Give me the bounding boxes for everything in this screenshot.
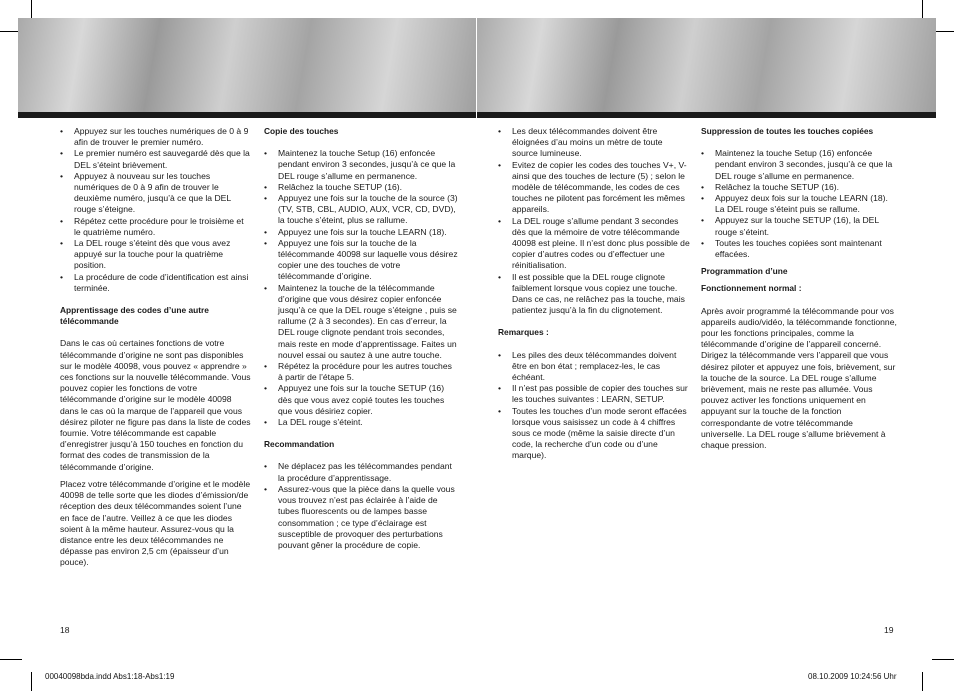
header-banner-left <box>18 18 476 112</box>
bullet-list <box>264 148 458 428</box>
list-item: • Maintenez la touche Setup (16) enfoncée pendant environ 3 secondes, jusqu’à ce que la DEL rouge s’allume en permanence. <box>701 148 897 182</box>
list-item: • Evitez de copier les codes des touches V+, V- ainsi que des touches de lecture (5) ; selon le modèle de télécommande, les codes de ces touches ne pilotent pas forcément les mêmes appareils. <box>498 160 690 216</box>
section-heading: Programmation d’une <box>701 266 788 277</box>
list-item: • La DEL rouge s’éteint dès que vous avez appuyé sur la touche pour la quatrième position. <box>60 238 252 272</box>
column-4 <box>701 126 897 451</box>
section-heading: Remarques : <box>498 327 549 338</box>
bullet-list <box>498 350 690 462</box>
section-heading: Apprentissage des codes d’une autre télécommande <box>60 305 209 327</box>
section-heading: Fonctionnement normal : <box>701 283 802 294</box>
crop-mark <box>922 0 923 18</box>
list-item: • Il est possible que la DEL rouge clignote faiblement lorsque vous copiez une touche. Dans ce cas, ne relâchez pas la touche, mais patientez jusqu’à la fin du clignotement. <box>498 272 690 317</box>
list-item: • Les deux télécommandes doivent être éloignées d’au moins un mètre de toute source lumineuse. <box>498 126 690 160</box>
list-item: • Toutes les touches d’un mode seront effacées lorsque vous saisissez un code à 4 chiffres sous ce mode (même la saisie directe d’un code, la recherche d’un code ou d’une marque). <box>498 406 690 462</box>
list-item: • Toutes les touches copiées sont maintenant effacées. <box>701 238 897 260</box>
page-number-right: 19 <box>884 625 894 635</box>
list-item: • Appuyez sur la touche SETUP (16), la DEL rouge s’éteint. <box>701 215 897 237</box>
section-heading: Copie des touches <box>264 126 339 136</box>
paragraph: Après avoir programmé la télécommande pour vos appareils audio/vidéo, la télécommande fonctionne, pour les fonctions principales, comme la télécommande d’origine de l’appareil concerné. Dirigez la télécommande vers l’appareil que vous désirez piloter et appuyez une fois, brièvement, sur la touche de la source. La DEL rouge s’allume brièvement, mais ne reste pas allumée. Vous pouvez activer les fonctions uniquement en appuyant sur la touche de la fonction correspondante de votre télécommande universelle. La DEL rouge s’allume brièvement à chaque pression. <box>701 305 897 451</box>
list-item: • Appuyez une fois sur la touche de la source (3) (TV, STB, CBL, AUDIO, AUX, VCR, CD, DVD), la touche s’éteint, plus se rallume. <box>264 193 458 227</box>
list-item: • Répétez la procédure pour les autres touches à partir de l’étape 5. <box>264 361 458 383</box>
list-item: • Appuyez sur les touches numériques de 0 à 9 afin de trouver le premier numéro. <box>60 126 252 148</box>
section-heading: Suppression de toutes les touches copiées <box>701 126 874 136</box>
column-1 <box>60 126 252 569</box>
list-item: • Le premier numéro est sauvegardé dès que la DEL s’éteint brièvement. <box>60 148 252 170</box>
crop-mark <box>932 659 954 660</box>
bullet-list <box>701 148 897 260</box>
list-item: • Appuyez une fois sur la touche de la télécommande 40098 sur laquelle vous désirez copier une des touches de votre télécommande d’origine. <box>264 238 458 283</box>
list-item: • Appuyez deux fois sur la touche LEARN (18). La DEL rouge s’éteint puis se rallume. <box>701 193 897 215</box>
crop-mark <box>0 659 22 660</box>
list-item: • Appuyez à nouveau sur les touches numériques de 0 à 9 afin de trouver le deuxième numéro, jusqu’à ce que la DEL rouge s’éteigne. <box>60 171 252 216</box>
footer-file-info: 00040098bda.indd Abs1:18-Abs1:19 <box>45 672 175 681</box>
crop-mark <box>31 0 32 18</box>
list-item: • La DEL rouge s’allume pendant 3 secondes dès que la mémoire de votre télécommande 40098 est pleine. Il n’est donc plus possible de copier d’autres codes ou d’effectuer une réinitialisation. <box>498 216 690 272</box>
list-item: • Appuyez une fois sur la touche LEARN (18). <box>264 227 458 238</box>
page-number-left: 18 <box>60 625 70 635</box>
list-item: • Maintenez la touche de la télécommande d’origine que vous désirez copier enfoncée jusqu’à ce que la DEL rouge s’éteigne , puis se rallume (2 à 3 secondes). En cas d’erreur, la DEL rouge clignote pendant trois secondes, mais reste en mode d’apprentissage. Faites un nouvel essai ou sautez à une autre touche. <box>264 283 458 361</box>
list-item: • Répétez cette procédure pour le troisième et le quatrième numéro. <box>60 216 252 238</box>
bullet-list <box>498 126 690 316</box>
bullet-list <box>264 461 458 551</box>
footer-timestamp: 08.10.2009 10:24:56 Uhr <box>808 672 897 681</box>
paragraph: Placez votre télécommande d’origine et le modèle 40098 de telle sorte que les diodes d’émission/de réception des deux télécommandes soient l’une en face de l’autre. Veillez à ce que les diodes soient à la même hauteur. Assurez-vous qu la distance entre les deux télécommandes ne dépasse pas environ 2,5 cm (épaisseur d’un pouce). <box>60 478 251 568</box>
list-item: • Appuyez une fois sur la touche SETUP (16) dès que vous avez copié toutes les touches que vous désiriez copier. <box>264 383 458 417</box>
list-item: • Maintenez la touche Setup (16) enfoncée pendant environ 3 secondes, jusqu’à ce que la DEL rouge s’allume en permanence. <box>264 148 458 182</box>
header-banner-right <box>477 18 936 112</box>
crop-mark <box>922 672 923 691</box>
list-item: • La procédure de code d’identification est ainsi terminée. <box>60 272 252 294</box>
section-heading: Recommandation <box>264 439 335 450</box>
list-item: • Les piles des deux télécommandes doivent être en bon état ; remplacez-les, le cas échéant. <box>498 350 690 384</box>
list-item: • Relâchez la touche SETUP (16). <box>264 182 458 193</box>
list-item: • Ne déplacez pas les télécommandes pendant la procédure d’apprentissage. <box>264 461 458 483</box>
column-2 <box>264 126 458 551</box>
banner-bar-right <box>477 112 936 118</box>
list-item: • La DEL rouge s’éteint. <box>264 417 458 428</box>
bullet-list <box>60 126 252 294</box>
column-3 <box>498 126 690 462</box>
list-item: • Assurez-vous que la pièce dans la quelle vous vous trouvez n’est pas éclairée à l’aide de tubes fluorescents ou de lampes basse consommation ; ce type d’éclairage est susceptible de provoquer des perturbations pouvant gêner la procédure de copie. <box>264 484 458 551</box>
banner-bar-left <box>18 112 476 118</box>
paragraph: Dans le cas où certaines fonctions de votre télécommande d’origine ne sont pas disponibles sur le modèle 40098, vous pouvez « apprendre » ces fonctions sur la nouvelle télécommande. Vous pouvez copier les fonctions de votre télécommande d’origine sur le modèle 40098 dans le cas où la marque de l’appareil que vous désirez piloter ne figure pas dans la liste de codes fournie. Votre télécommande est capable d’enregistrer jusqu’à 150 touches en fonction du format des codes de transmission de la télécommande d’origine. <box>60 338 251 472</box>
crop-mark <box>31 672 32 691</box>
list-item: • Il n’est pas possible de copier des touches sur les touches suivantes : LEARN, SETUP. <box>498 383 690 405</box>
list-item: • Relâchez la touche SETUP (16). <box>701 182 897 193</box>
